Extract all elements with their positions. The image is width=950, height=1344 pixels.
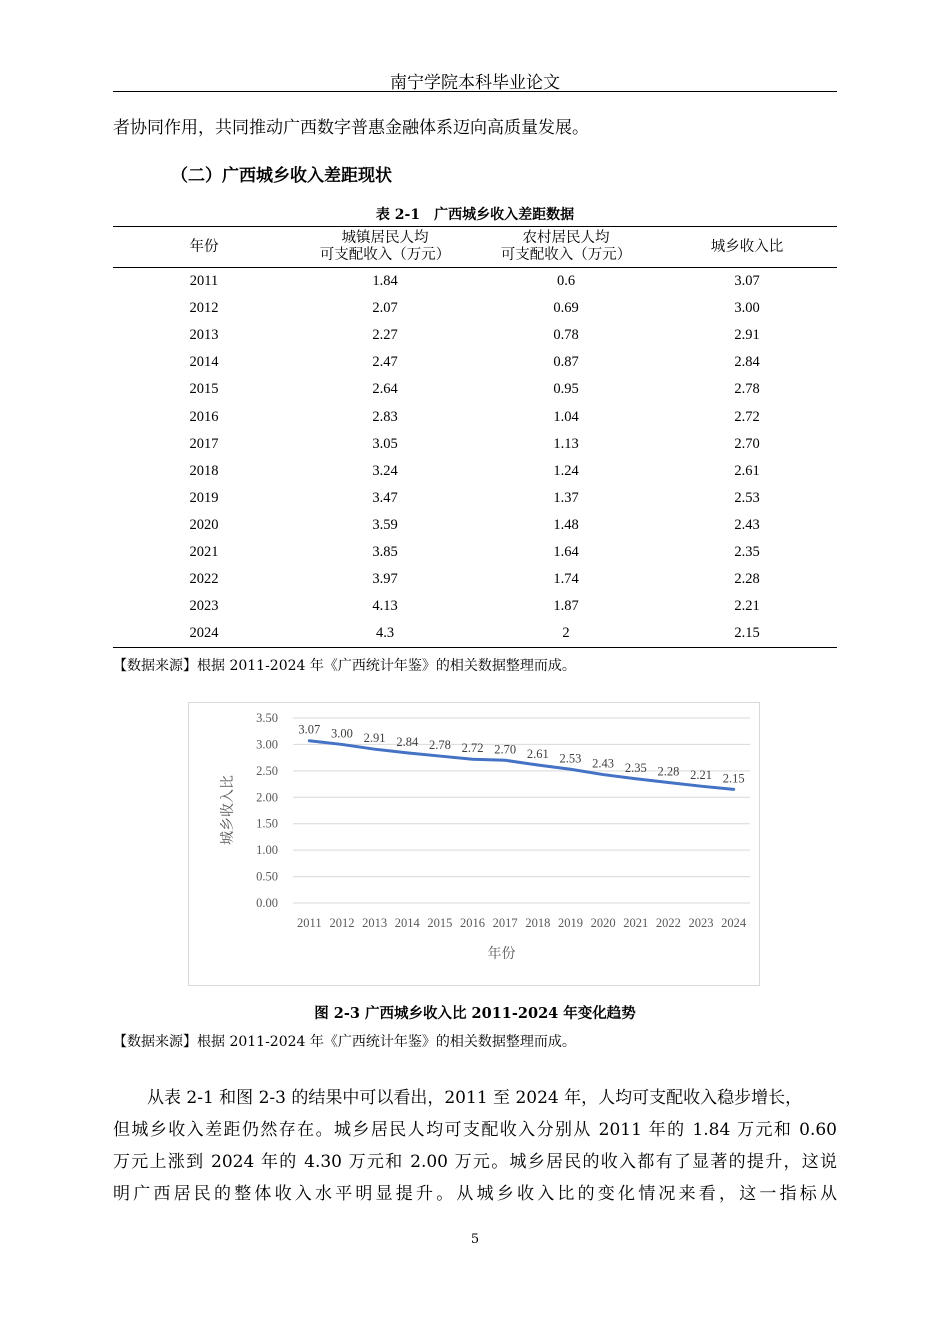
- data-label: 2.53: [559, 751, 582, 766]
- table-row: [113, 295, 837, 322]
- income-ratio-chart: [188, 702, 760, 986]
- table-cell: 3.59: [372, 516, 398, 533]
- x-tick-label: 2020: [590, 916, 616, 930]
- table-row: [113, 376, 837, 403]
- table-cell: 2.53: [734, 489, 760, 506]
- table-cell: 1.48: [553, 516, 579, 533]
- table-cell: 0.87: [553, 354, 579, 371]
- table-cell: 2.64: [372, 381, 398, 398]
- x-tick-label: 2023: [688, 916, 714, 930]
- data-label: 3.07: [298, 722, 321, 737]
- table-cell: 2013: [189, 327, 219, 344]
- y-tick-label: 3.00: [256, 737, 278, 752]
- data-label: 2.61: [526, 747, 549, 762]
- table-source-note: 【数据来源】根据 2011-2024 年《广西统计年鉴》的相关数据整理而成。: [113, 658, 576, 674]
- header-year: 年份: [189, 238, 219, 255]
- table-cell: 2.91: [734, 327, 760, 344]
- table-cell: 2.47: [372, 354, 398, 371]
- table-row: [113, 268, 837, 296]
- figure-source-note: 【数据来源】根据 2011-2024 年《广西统计年鉴》的相关数据整理而成。: [113, 1034, 576, 1050]
- x-tick-label: 2018: [525, 916, 551, 930]
- table-cell: 1.24: [553, 462, 579, 479]
- table-cell: 2021: [189, 543, 219, 560]
- table-cell: 2.07: [372, 300, 398, 317]
- data-label: 2.91: [363, 731, 386, 746]
- header-rule: [113, 91, 837, 92]
- table-row: [113, 512, 837, 539]
- header-urban: [295, 227, 475, 268]
- header-rural: [475, 227, 657, 268]
- data-label: 2.70: [494, 742, 517, 757]
- page-number: 5: [470, 1232, 480, 1247]
- x-tick-label: 2016: [460, 916, 486, 930]
- income-gap-table: [113, 226, 837, 648]
- table-row: [113, 349, 837, 376]
- table-cell: 4.13: [372, 598, 398, 615]
- x-axis-title: 年份: [487, 946, 516, 962]
- body-line-4: 明广西居民的整体收入水平明显提升。从城乡收入比的变化情况来看，这一指标从: [113, 1184, 837, 1204]
- table-cell: 2.15: [734, 625, 760, 642]
- data-label: 2.35: [624, 760, 647, 775]
- x-tick-label: 2024: [721, 916, 747, 930]
- table-cell: 1.37: [553, 489, 579, 506]
- y-tick-label: 3.50: [256, 711, 278, 725]
- y-axis-title: 城乡收入比: [220, 775, 236, 845]
- table-cell: 2012: [189, 300, 219, 317]
- table-cell: 0.69: [553, 300, 579, 317]
- y-tick-label: 2.50: [256, 763, 278, 778]
- x-tick-label: 2017: [492, 916, 518, 930]
- table-cell: 3.00: [734, 300, 760, 317]
- table-row: [113, 458, 837, 485]
- header-ratio: 城乡收入比: [710, 238, 784, 255]
- table-body: [113, 268, 837, 648]
- table-cell: 2011: [189, 273, 219, 290]
- data-label: 2.43: [592, 756, 615, 771]
- table-cell: 2.27: [372, 327, 398, 344]
- table-cell: 3.24: [372, 462, 398, 479]
- y-tick-label: 0.00: [256, 896, 278, 910]
- y-tick-label: 0.50: [256, 869, 278, 884]
- data-label: 2.72: [461, 741, 484, 756]
- x-tick-label: 2011: [297, 916, 322, 930]
- table-cell: 2024: [189, 625, 219, 642]
- y-tick-label: 2.00: [256, 790, 278, 805]
- x-tick-label: 2022: [655, 916, 681, 930]
- table-row: [113, 403, 837, 430]
- x-tick-label: 2012: [329, 916, 355, 930]
- running-header: 南宁学院本科毕业论文: [390, 73, 560, 93]
- figure-caption: 图 2-3 广西城乡收入比 2011-2024 年变化趋势: [314, 1005, 636, 1022]
- table-header-row: [113, 227, 837, 268]
- x-tick-label: 2021: [623, 916, 649, 930]
- table-cell: 2.61: [734, 462, 760, 479]
- table-cell: 2.83: [372, 408, 398, 425]
- body-line-1: 从表 2-1 和图 2-3 的结果中可以看出，2011 至 2024 年，人均可支配收入稳步增长，: [147, 1088, 803, 1108]
- table-cell: 2.84: [734, 354, 760, 371]
- table-cell: 3.07: [734, 273, 760, 290]
- table-cell: 4.3: [375, 625, 395, 642]
- body-paragraph: [113, 1082, 837, 1210]
- body-line-3: 万元上涨到 2024 年的 4.30 万元和 2.00 万元。城乡居民的收入都有了显著的提升，这说: [113, 1152, 837, 1172]
- table-cell: 0.6: [556, 273, 576, 290]
- y-tick-label: 1.00: [256, 843, 278, 858]
- table-cell: 2.72: [734, 408, 760, 425]
- table-cell: 1.13: [553, 435, 579, 452]
- data-label: 2.28: [657, 764, 680, 779]
- table-cell: 2020: [189, 516, 219, 533]
- table-row: [113, 485, 837, 512]
- table-cell: 1.04: [553, 408, 579, 425]
- table-caption: 表 2-1 广西城乡收入差距数据: [375, 207, 575, 223]
- table-cell: 2022: [189, 571, 219, 588]
- x-tick-label: 2013: [362, 916, 388, 930]
- table-cell: 3.05: [372, 435, 398, 452]
- table-cell: 2018: [189, 462, 219, 479]
- table-cell: 2015: [189, 381, 219, 398]
- table-cell: 3.85: [372, 543, 398, 560]
- data-label: 2.84: [396, 734, 419, 749]
- table-cell: 2.78: [734, 381, 760, 398]
- header-rural-line2: 可支配收入（万元）: [500, 247, 632, 263]
- table-cell: 2014: [189, 354, 219, 371]
- data-label: 2.21: [690, 768, 712, 783]
- section-title: （二）广西城乡收入差距现状: [171, 166, 392, 186]
- x-tick-label: 2014: [394, 916, 420, 930]
- table-cell: 2.28: [734, 571, 760, 588]
- header-urban-line2: 可支配收入（万元）: [319, 247, 451, 263]
- table-cell: 0.95: [553, 381, 579, 398]
- x-tick-label: 2015: [427, 916, 453, 930]
- table-cell: 3.97: [372, 571, 398, 588]
- table-cell: 2023: [189, 598, 219, 615]
- table-row: [113, 539, 837, 566]
- table-row: [113, 620, 837, 648]
- table-cell: 2017: [189, 435, 219, 452]
- table-cell: 1.87: [553, 598, 579, 615]
- table-cell: 2.43: [734, 516, 760, 533]
- body-line-2: 但城乡收入差距仍然存在。城乡居民人均可支配收入分别从 2011 年的 1.84 万元和 0.60: [113, 1120, 838, 1140]
- data-label: 3.00: [331, 726, 353, 741]
- header-urban-line1: 城镇居民人均: [341, 230, 429, 246]
- chart-svg: [189, 703, 761, 987]
- table-row: [113, 322, 837, 349]
- table-cell: 2019: [189, 489, 219, 506]
- table-cell: 1.74: [553, 571, 579, 588]
- table-row: [113, 431, 837, 458]
- intro-paragraph: [113, 112, 837, 144]
- table-cell: 0.78: [553, 327, 579, 344]
- table-row: [113, 593, 837, 620]
- table-cell: 2.70: [734, 435, 760, 452]
- table-cell: 3.47: [372, 489, 398, 506]
- table-row: [113, 566, 837, 593]
- x-tick-label: 2019: [557, 916, 583, 930]
- table-cell: 1.64: [553, 543, 579, 560]
- header-rural-line1: 农村居民人均: [522, 230, 610, 246]
- data-label: 2.78: [428, 738, 451, 753]
- table-cell: 2: [562, 625, 570, 642]
- data-label: 2.15: [722, 771, 745, 786]
- y-tick-label: 1.50: [256, 816, 278, 831]
- table-cell: 2016: [189, 408, 219, 425]
- table-cell: 2.21: [734, 598, 760, 615]
- table-cell: 2.35: [734, 543, 760, 560]
- intro-line: 者协同作用，共同推动广西数字普惠金融体系迈向高质量发展。: [113, 118, 589, 138]
- table-cell: 1.84: [372, 273, 398, 290]
